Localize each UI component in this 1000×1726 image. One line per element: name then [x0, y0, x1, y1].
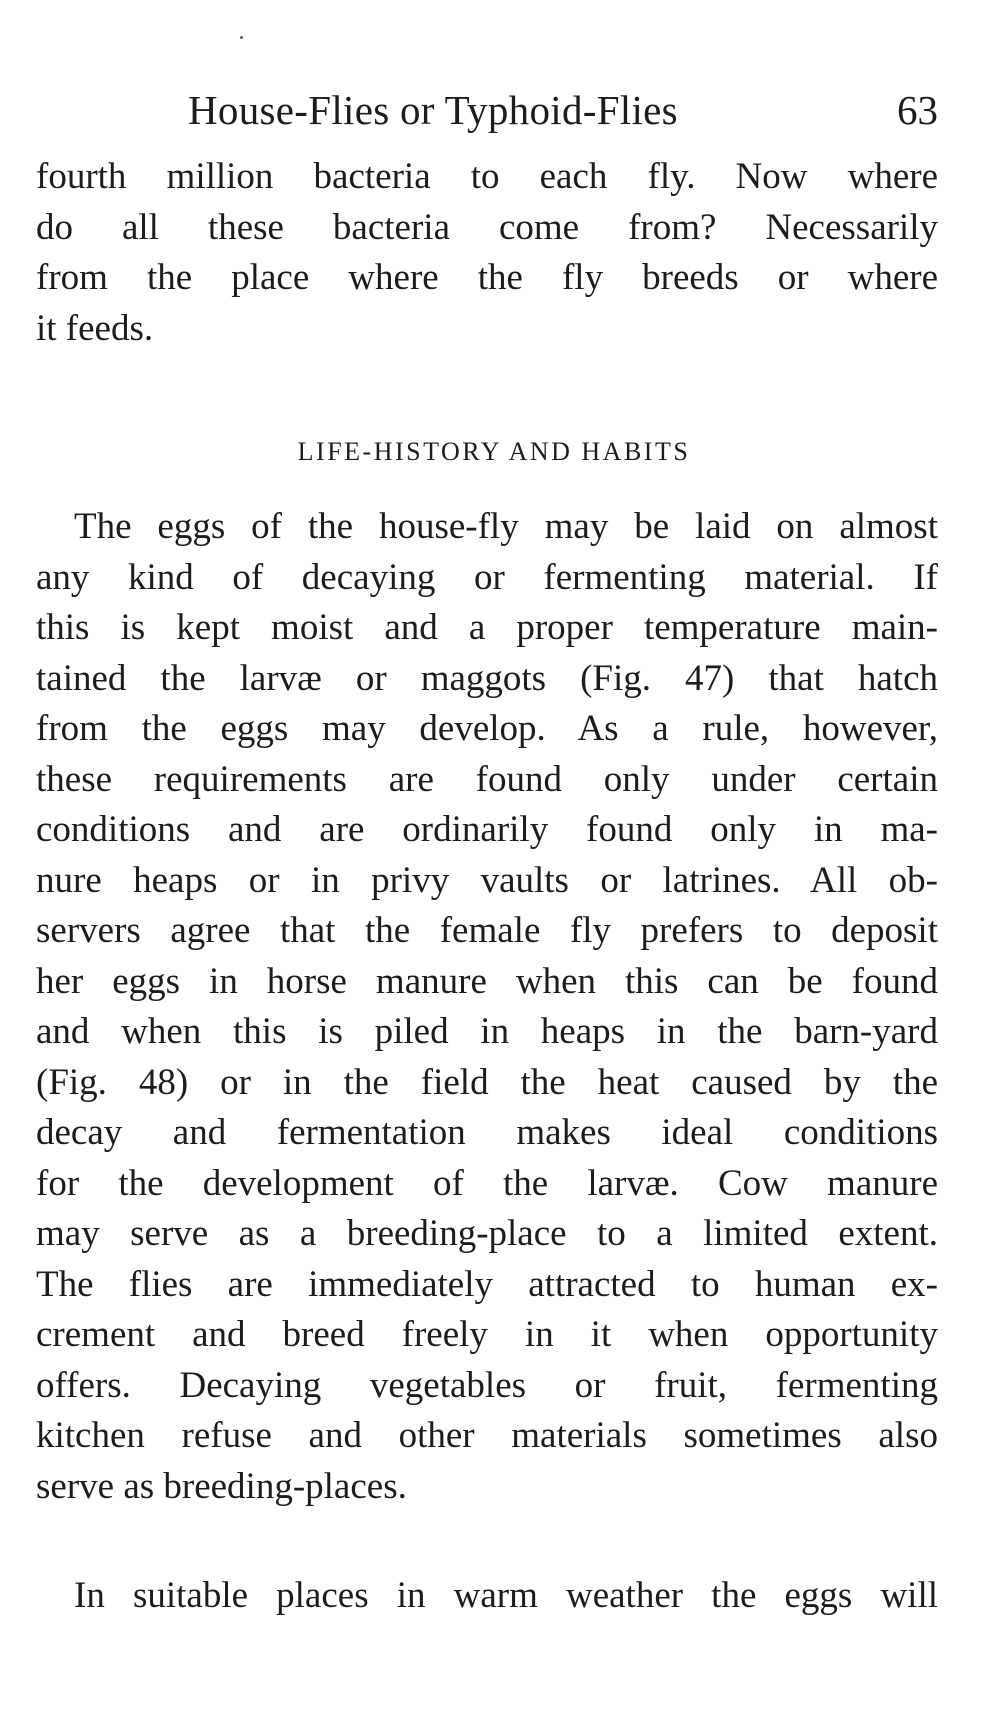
text-line: decay and fermentation makes ideal conditions	[36, 1112, 938, 1153]
text-line: nure heaps or in privy vaults or latrines. All ob-	[36, 859, 938, 901]
text-line: serve as breeding-places.	[36, 1465, 407, 1507]
text-line: this is kept moist and a proper temperature main-	[36, 607, 938, 648]
text-line: from the place where the fly breeds or where	[36, 257, 938, 298]
text-line: do all these bacteria come from? Necessarily	[36, 206, 938, 248]
text-line: servers agree that the female fly prefers to deposit	[36, 910, 938, 951]
paragraph-2	[36, 1571, 938, 1622]
text-line: from the eggs may develop. As a rule, however,	[36, 708, 938, 749]
paragraph-1	[36, 502, 938, 1512]
text-line: may serve as a breeding-place to a limited extent.	[36, 1213, 938, 1254]
text-line: it feeds.	[36, 307, 154, 349]
text-line: and when this is piled in heaps in the barn-yard	[36, 1011, 938, 1052]
text-line: tained the larvæ or maggots (Fig. 47) that hatch	[36, 657, 938, 699]
intro-paragraph	[36, 152, 938, 354]
text-line: any kind of decaying or fermenting material. If	[36, 556, 938, 598]
running-title: House-Flies or Typhoid-Flies	[188, 87, 678, 133]
print-speck	[240, 36, 243, 39]
text-line: crement and breed freely in it when opportunity	[36, 1314, 938, 1355]
page-number: 63	[897, 87, 938, 133]
text-line: her eggs in horse manure when this can be found	[36, 960, 938, 1002]
text-line: for the development of the larvæ. Cow manure	[36, 1162, 938, 1204]
text-line: fourth million bacteria to each fly. Now where	[36, 156, 938, 197]
text-line: conditions and are ordinarily found only in ma-	[36, 809, 938, 850]
text-line: The flies are immediately attracted to human ex-	[36, 1263, 938, 1305]
text-line: The eggs of the house-fly may be laid on almost	[74, 506, 938, 547]
text-line: offers. Decaying vegetables or fruit, fermenting	[36, 1364, 938, 1406]
text-line: In suitable places in warm weather the eggs will	[74, 1575, 938, 1616]
text-line: these requirements are found only under certain	[36, 758, 938, 800]
running-head	[36, 80, 938, 140]
text-line: (Fig. 48) or in the field the heat caused by the	[36, 1061, 938, 1103]
section-heading: LIFE-HISTORY AND HABITS	[297, 437, 691, 466]
text-line: kitchen refuse and other materials sometimes also	[36, 1415, 938, 1456]
